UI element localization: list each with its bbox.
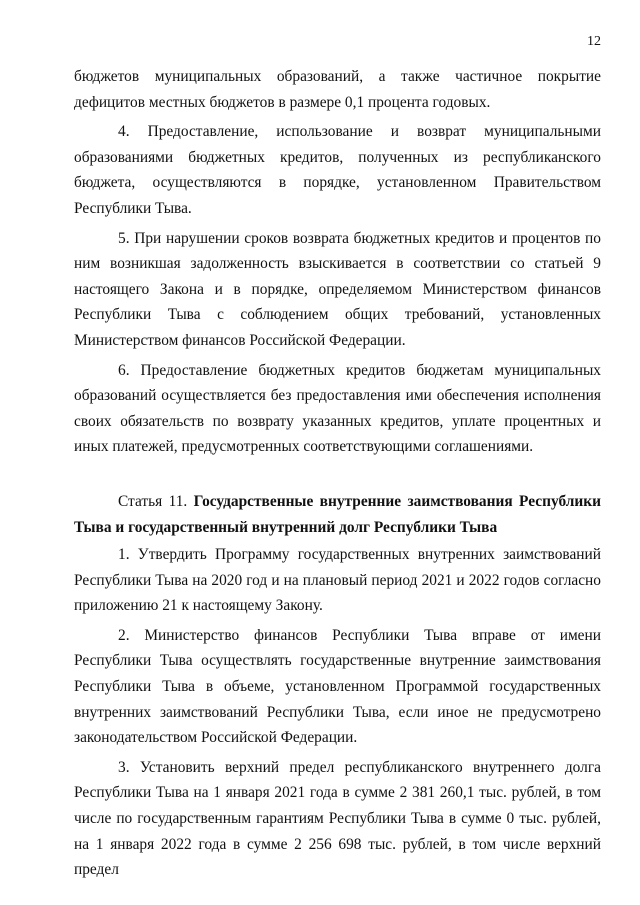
paragraph-item-5: 5. При нарушении сроков возврата бюджетных кредитов и процентов по ним возникшая задолженность взыскивается в соответствии со статьей 9 настоящего Закона и в порядке, определяемом Министерством финансов Республики Тыва с соблюдением общих требований, установленных Министерством финансов Российской Федерации. — [74, 229, 601, 349]
paragraph-item-6: 6. Предоставление бюджетных кредитов бюджетам муниципальных образований осуществляется без предоставления ими обеспечения исполнения своих обязательств по возврату указанных кредитов, уплате процентных и иных платежей, предусмотренных соответствующими соглашениями. — [74, 361, 601, 456]
article-heading: Государственные внутренние заимствования Республики Тыва и государственный внутренний долг Республики Тыва — [74, 492, 601, 536]
paragraph-item-4: 4. Предоставление, использование и возврат муниципальными образованиями бюджетных кредитов, полученных из республиканского бюджета, осуществляются в порядке, установленном Правительством Республики Тыва. — [74, 123, 601, 217]
article-paragraph-3: 3. Установить верхний предел республиканского внутреннего долга Республики Тыва на 1 января 2021 года в сумме 2 381 260,1 тыс. рублей, в том числе по государственным гарантиям Республики Тыва в сумме 0 тыс. рублей, на 1 января 2022 года в сумме 2 256 698 тыс. рублей, в том числе верхний предел — [74, 758, 601, 879]
document-body — [74, 64, 601, 887]
article-paragraph-1: 1. Утвердить Программу государственных внутренних заимствований Республики Тыва на 2020 год и на плановый период 2021 и 2022 годов согласно приложению 21 к настоящему Закону. — [74, 546, 601, 615]
article-label: Статья 11. — [118, 492, 194, 510]
article-title — [74, 489, 601, 540]
article-paragraph-2: 2. Министерство финансов Республики Тыва вправе от имени Республики Тыва осуществлять государственные внутренние заимствования Республики Тыва в объеме, установленном Программой государственных внутренних заимствований Республики Тыва, если иное не предусмотрено законодательством Российской Федерации. — [74, 626, 601, 747]
page-number: 12 — [587, 34, 601, 49]
paragraph-continuation: бюджетов муниципальных образований, а также частичное покрытие дефицитов местных бюджетов в размере 0,1 процента годовых. — [74, 68, 601, 111]
